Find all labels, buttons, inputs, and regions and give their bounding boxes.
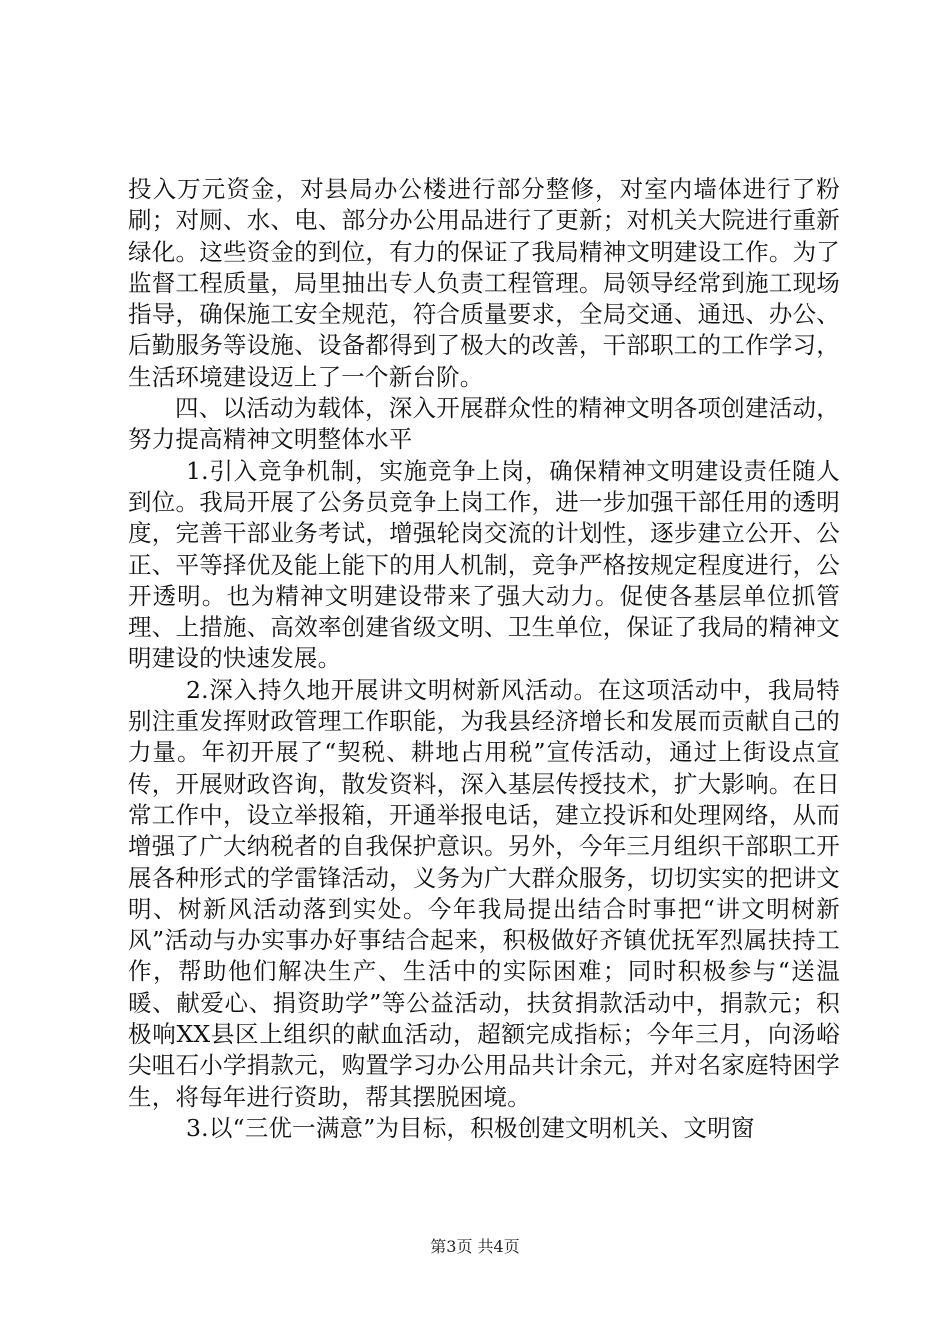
paragraph-item-2: 2.深入持久地开展讲文明树新风活动。在这项活动中，我局特别注重发挥财政管理工作职能，为我县经济增长和发展而贡献自己的力量。年初开展了“契税、耕地占用税”宣传活动，通过上街设点宣传，开展财政咨询，散发资料，深入基层传授技术，扩大影响。在日常工作中，设立举报箱，开通举报电话，建立投诉和处理网络，从而增强了广大纳税者的自我保护意识。另外，今年三月组织干部职工开展各种形式的学雷锋活动，义务为广大群众服务，切切实实的把讲文明、树新风活动落到实处。今年我局提出结合时事把“讲文明树新风”活动与办实事办好事结合起来，积极做好齐镇优抚军烈属扶持工作，帮助他们解决生产、生活中的实际困难；同时积极参与“送温暖、献爱心、捐资助学”等公益活动，扶贫捐款活动中，捐款元；积极响XX县区上组织的献血活动，超额完成指标；今年三月，向汤峪尖咀石小学捐款元，购置学习办公用品共计余元，并对名家庭特困学生，将每年进行资助，帮其摆脱困境。 <box>128 675 840 1111</box>
document-body <box>128 174 840 1144</box>
paragraph-funding: 投入万元资金，对县局办公楼进行部分整修，对室内墙体进行了粉刷；对厕、水、电、部分办公用品进行了更新；对机关大院进行重新绿化。这些资金的到位，有力的保证了我局精神文明建设工作。为了监督工程质量，局里抽出专人负责工程管理。局领导经常到施工现场指导，确保施工安全规范，符合质量要求，全局交通、通迅、办公、后勤服务等设施、设备都得到了极大的改善，干部职工的工作学习，生活环境建设迈上了一个新台阶。 <box>128 175 840 391</box>
page-footer: 第3页 共4页 <box>430 1237 520 1256</box>
paragraph-item-3: 3.以“三优一满意”为目标，积极创建文明机关、文明窗 <box>186 1113 755 1142</box>
section-heading-4: 四、以活动为载体，深入开展群众性的精神文明各项创建活动，努力提高精神文明整体水平 <box>128 394 840 454</box>
paragraph-item-1: 1.引入竞争机制，实施竞争上岗，确保精神文明建设责任随人到位。我局开展了公务员竞争上岗工作，进一步加强干部任用的透明度，完善干部业务考试，增强轮岗交流的计划性，逐步建立公开、公正、平等择优及能上能下的用人机制，竞争严格按规定程度进行，公开透明。也为精神文明建设带来了强大动力。促使各基层单位抓管理、上措施、高效率创建省级文明、卫生单位，保证了我局的精神文明建设的快速发展。 <box>128 456 840 673</box>
